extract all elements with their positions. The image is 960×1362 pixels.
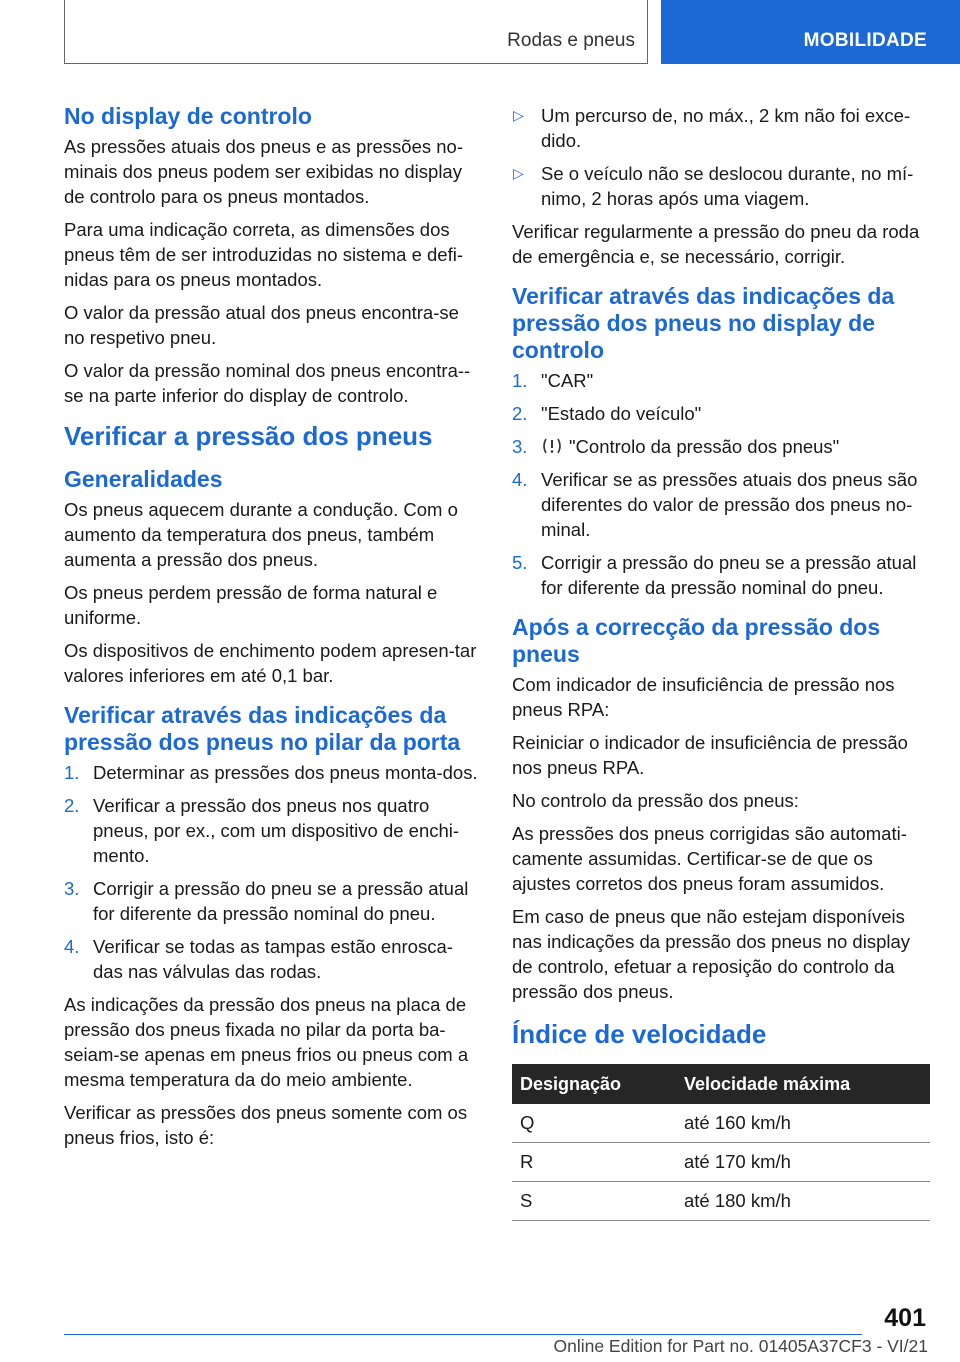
list-item: [512, 550, 930, 600]
step-number: 1.: [64, 762, 80, 783]
footer-edition: Online Edition for Part no. 01405A37CF3 - VI/21: [553, 1336, 928, 1356]
step-number: 3.: [64, 878, 80, 899]
header-section-box: [64, 0, 648, 64]
paragraph: Os dispositivos de enchimento podem apresen-tar valores inferiores em até 0,1 bar.: [64, 640, 477, 686]
heading-speed-index: Índice de velocidade: [512, 1019, 767, 1049]
steps-display: [512, 368, 930, 600]
paragraph: As pressões dos pneus corrigidas são automati-camente assumidas. Certificar-se de que os ajustes corretos dos pneus foram assumidos.: [512, 823, 907, 894]
table-cell: Q: [512, 1104, 680, 1143]
column-header: Velocidade máxima: [680, 1064, 930, 1104]
paragraph: No controlo da pressão dos pneus:: [512, 790, 799, 811]
list-item: [64, 934, 482, 984]
table-row: [512, 1182, 930, 1221]
step-number: 4.: [512, 469, 528, 490]
step-number: 3.: [512, 436, 528, 457]
table-cell: até 170 km/h: [680, 1143, 930, 1182]
step-number: 5.: [512, 552, 528, 573]
right-column: [512, 103, 930, 1221]
list-item: [512, 368, 930, 393]
paragraph: Verificar as pressões dos pneus somente com os pneus frios, isto é:: [64, 1102, 468, 1148]
step-text: Verificar a pressão dos pneus nos quatro pneus, por ex., com um dispositivo de enchi-mento.: [93, 795, 460, 866]
header-chapter-title: MOBILIDADE: [803, 30, 927, 51]
paragraph: As pressões atuais dos pneus e as pressões no-minais dos pneus podem ser exibidas no display de controlo para os pneus montados.: [64, 136, 464, 207]
step-number: 4.: [64, 936, 80, 957]
table-cell: R: [512, 1143, 680, 1182]
paragraph: Com indicador de insuficiência de pressão nos pneus RPA:: [512, 674, 895, 720]
step-text: "CAR": [541, 370, 594, 391]
paragraph: O valor da pressão nominal dos pneus encontra--se na parte inferior do display de controlo.: [64, 360, 471, 406]
step-text: Corrigir a pressão do pneu se a pressão atual for diferente da pressão nominal do pneu.: [93, 878, 469, 924]
step-text: "Estado do veículo": [541, 403, 702, 424]
table-row: [512, 1143, 930, 1182]
table-header-row: [512, 1064, 930, 1104]
step-text: Verificar se todas as tampas estão enrosca-das nas válvulas das rodas.: [93, 936, 453, 982]
list-item: [512, 434, 930, 459]
table-row: [512, 1104, 930, 1143]
triangle-bullet-icon: ▷: [513, 165, 524, 181]
heading-general: Generalidades: [64, 466, 223, 492]
heading-after-correction: Após a correcção da pressão dos pneus: [512, 614, 881, 667]
heading-door-pillar: Verificar através das indicações da pressão dos pneus no pilar da porta: [64, 702, 461, 755]
paragraph: Os pneus perdem pressão de forma natural e uniforme.: [64, 582, 438, 628]
paragraph: Em caso de pneus que não estejam disponíveis nas indicações da pressão dos pneus no display de controlo, efetuar a reposição do controlo da pressão dos pneus.: [512, 906, 911, 1002]
header-section-title: Rodas e pneus: [507, 30, 635, 51]
left-column: [64, 103, 482, 1158]
heading-display-verify: Verificar através das indicações da pressão dos pneus no display de controlo: [512, 283, 895, 363]
step-number: 2.: [512, 403, 528, 424]
step-text: "Controlo da pressão dos pneus": [569, 436, 840, 457]
steps-door-pillar: [64, 760, 482, 984]
tyre-pressure-warning-icon: [541, 436, 563, 456]
step-number: 2.: [64, 795, 80, 816]
triangle-bullet-icon: ▷: [513, 107, 524, 123]
step-text: Verificar se as pressões atuais dos pneus são diferentes do valor de pressão dos pneus no-minal.: [541, 469, 918, 540]
paragraph: As indicações da pressão dos pneus na placa de pressão dos pneus fixada no pilar da porta ba-seiam-se apenas em pneus frios ou pneus com a mesma temperatura da do meio ambiente.: [64, 994, 469, 1090]
heading-display: No display de controlo: [64, 103, 312, 129]
table-cell: S: [512, 1182, 680, 1221]
speed-index-table: [512, 1064, 930, 1221]
list-item: [512, 467, 930, 542]
footer-divider: [64, 1334, 862, 1335]
paragraph: Os pneus aquecem durante a condução. Com o aumento da temperatura dos pneus, também aumenta a pressão dos pneus.: [64, 499, 458, 570]
header-chapter-box: [661, 0, 960, 64]
table-cell: até 160 km/h: [680, 1104, 930, 1143]
paragraph: O valor da pressão atual dos pneus encontra-se no respetivo pneu.: [64, 302, 459, 348]
list-item: [512, 161, 930, 211]
table-cell: até 180 km/h: [680, 1182, 930, 1221]
bullet-text: Um percurso de, no máx., 2 km não foi exce-dido.: [541, 105, 911, 151]
list-item: [512, 401, 930, 426]
paragraph: Reiniciar o indicador de insuficiência de pressão nos pneus RPA.: [512, 732, 908, 778]
list-item: [64, 793, 482, 868]
step-text: Determinar as pressões dos pneus monta-dos.: [93, 762, 478, 783]
column-header: Designação: [512, 1064, 680, 1104]
list-item: [64, 876, 482, 926]
paragraph: Para uma indicação correta, as dimensões dos pneus têm de ser introduzidas no sistema e defi-nidas para os pneus montados.: [64, 219, 463, 290]
page-number: 401: [884, 1304, 926, 1332]
paragraph: Verificar regularmente a pressão do pneu da roda de emergência e, se necessário, corrigir.: [512, 221, 920, 267]
cold-tyre-conditions: [512, 103, 930, 211]
heading-verify-pressure: Verificar a pressão dos pneus: [64, 421, 433, 451]
step-number: 1.: [512, 370, 528, 391]
step-text: Corrigir a pressão do pneu se a pressão atual for diferente da pressão nominal do pneu.: [541, 552, 917, 598]
bullet-text: Se o veículo não se deslocou durante, no mí-nimo, 2 horas após uma viagem.: [541, 163, 914, 209]
list-item: [64, 760, 482, 785]
list-item: [512, 103, 930, 153]
